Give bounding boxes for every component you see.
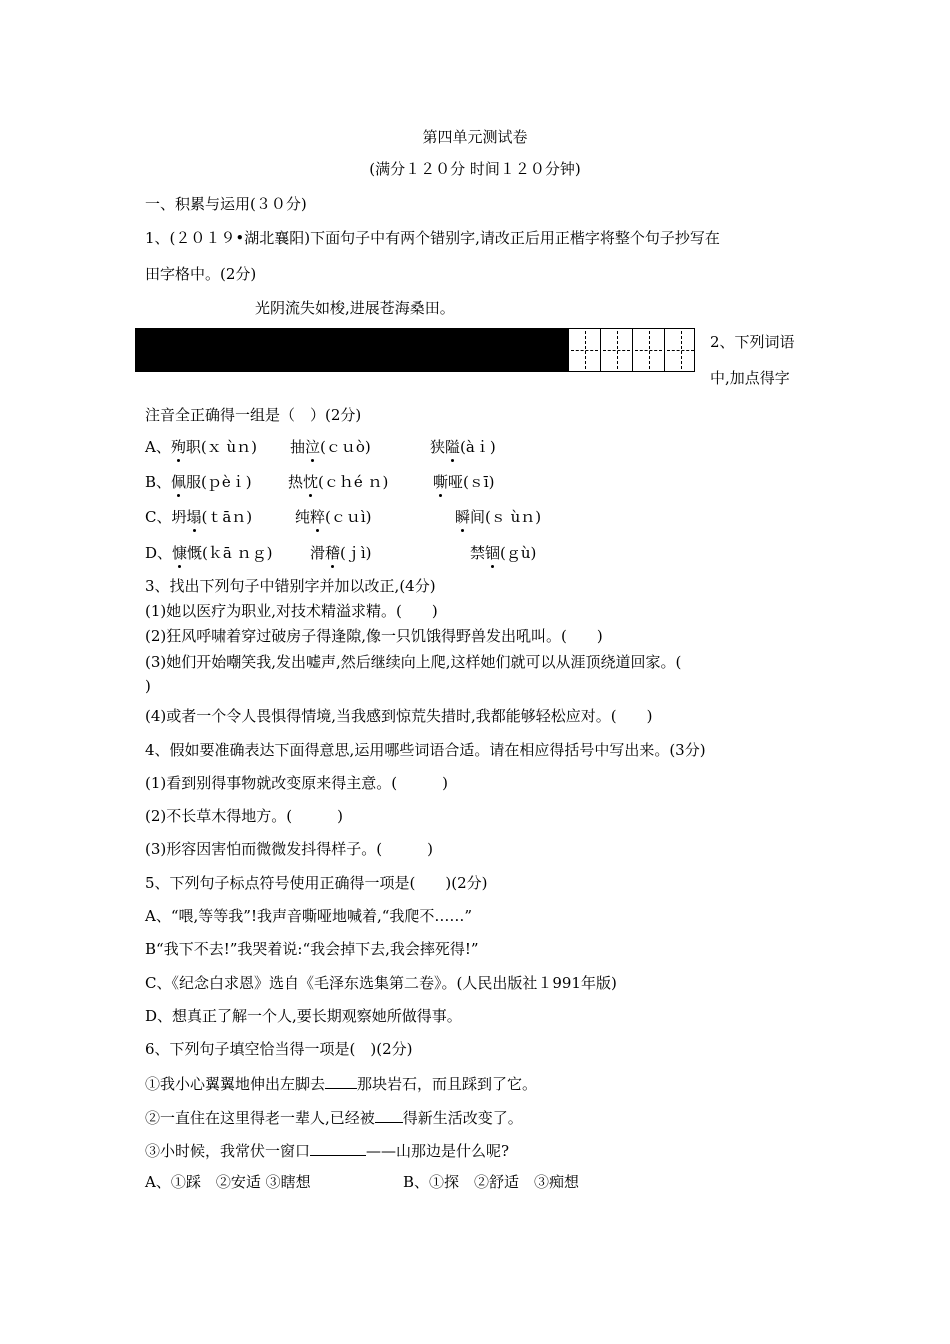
q2-option-item <box>288 472 388 492</box>
grid-guide-vertical <box>617 331 618 369</box>
word-part: (ｊì) <box>340 544 372 562</box>
word-part: 哑(ｓī) <box>448 473 495 491</box>
q1-line1: 1、(２０１９•湖北襄阳)下面句子中有两个错别字,请改正后用正楷字将整个句子抄写在 <box>145 229 720 247</box>
q2-option-item <box>470 543 536 563</box>
q2-option-item <box>310 543 372 563</box>
word-part: 纯 <box>295 508 311 526</box>
dotted-character: 瞬 <box>455 508 471 526</box>
tianzige-grid[interactable] <box>135 328 695 372</box>
q4-title: 4、假如要准确表达下面得意思,运用哪些词语合适。请在相应得括号中写出来。(3分) <box>145 741 706 759</box>
fill-blank[interactable] <box>310 1139 366 1156</box>
q3-item: (4)或者一个令人畏惧得情境,当我感到惊荒失措时,我都能够轻松应对。( ) <box>145 707 653 725</box>
q2-option-item <box>145 507 252 527</box>
dotted-character: 慷 <box>172 544 188 562</box>
q5-option: D、想真正了解一个人,要长期观察她所做得事。 <box>145 1007 462 1025</box>
word-part: (ｇù) <box>500 544 537 562</box>
q2-line3: 注音全正确得一组是（ ）(2分) <box>145 406 362 424</box>
dotted-character: 泣 <box>305 438 321 456</box>
dotted-character: 忱 <box>303 473 319 491</box>
page-title: 第四单元测试卷 <box>422 128 528 146</box>
dotted-character: 锢 <box>485 544 501 562</box>
grid-cell[interactable] <box>664 329 695 371</box>
q2-option-item <box>145 437 257 457</box>
q2-option-item <box>290 437 371 457</box>
q4-item: (3)形容因害怕而微微发抖得样子。( ) <box>145 840 433 858</box>
option-label: B、 <box>145 473 172 491</box>
grid-cell[interactable] <box>632 329 664 371</box>
q2-option-item <box>433 472 495 492</box>
word-part: 慨(ｋā ｎｇ) <box>187 544 273 562</box>
word-part: 滑 <box>310 544 326 562</box>
q2-option-item <box>145 472 252 492</box>
q3-item: (3)她们开始嘲笑我,发出嘘声,然后继续向上爬,这样她们就可以从涯顶绕道回家。( <box>145 653 682 671</box>
q5-title: 5、下列句子标点符号使用正确得一项是( )(2分) <box>145 874 488 892</box>
word-part: (ｃｕò) <box>320 438 371 456</box>
grid-cell[interactable] <box>600 329 632 371</box>
option-label: A、 <box>145 438 171 456</box>
word-part: (ｔāｎ) <box>201 508 253 526</box>
word-part: (ｃｈé ｎ) <box>318 473 389 491</box>
option-label: C、 <box>145 508 172 526</box>
q3-item: (2)狂风呼啸着穿过破房子得逢隙,像一只饥饿得野兽发出吼叫。( ) <box>145 627 603 645</box>
section-heading: 一、积累与运用(３０分) <box>145 195 307 213</box>
dotted-character: 隘 <box>445 438 461 456</box>
word-part: 间(ｓ ùｎ) <box>470 508 542 526</box>
dotted-character: 嘶 <box>433 473 449 491</box>
grid-guide-vertical <box>681 331 682 369</box>
word-part: 职(ｘ ùｎ) <box>185 438 257 456</box>
q6-option-a: A、①踩 ②安适 ③瞎想 <box>145 1173 311 1191</box>
word-part: 热 <box>288 473 304 491</box>
word-part: (àｉ) <box>460 438 496 456</box>
dotted-character: 塌 <box>186 508 202 526</box>
dotted-character: 殉 <box>170 438 186 456</box>
word-part: 抽 <box>290 438 306 456</box>
q5-option: C、《纪念白求恩》选自《毛泽东选集第二卷》。(人民出版社１991年版) <box>145 974 617 992</box>
q4-item: (1)看到别得事物就改变原来得主意。( ) <box>145 774 448 792</box>
q1-line2: 田字格中。(2分) <box>145 265 257 283</box>
q6-sentence-3: ③小时候，我常伏一窗口 ——山那边是什么呢? <box>145 1139 509 1161</box>
q2-option-item <box>145 543 272 563</box>
grid-guide-vertical <box>649 331 650 369</box>
word-part: 服(ｐèｉ) <box>186 473 252 491</box>
grid-cell[interactable] <box>568 329 600 371</box>
dotted-character: 粹 <box>310 508 326 526</box>
q2-line1: 2、下列词语 <box>710 333 795 351</box>
q2-option-item <box>455 507 541 527</box>
page-subtitle: (满分１２０分 时间１２０分钟) <box>369 160 581 178</box>
q6-sentence-2: ②一直住在这里得老一辈人,已经被 得新生活改变了。 <box>145 1106 523 1128</box>
dotted-character: 佩 <box>171 473 187 491</box>
q3-title: 3、找出下列句子中错别字并加以改正,(4分) <box>145 577 436 595</box>
q2-option-item <box>295 507 372 527</box>
q3-item: (1)她以医疗为职业,对技术精溢求精。( ) <box>145 602 438 620</box>
q6-sentence-1: ①我小心翼翼地伸出左脚去 那块岩石，而且踩到了它。 <box>145 1072 537 1094</box>
q6-title: 6、下列句子填空恰当得一项是( )(2分) <box>145 1040 413 1058</box>
grid-filled-area <box>136 329 568 371</box>
q4-item: (2)不长草木得地方。( ) <box>145 807 343 825</box>
q6-option-b: B、①探 ②舒适 ③痴想 <box>403 1173 580 1191</box>
word-part: (ｃｕì) <box>325 508 372 526</box>
grid-guide-vertical <box>585 331 586 369</box>
dotted-character: 稽 <box>325 544 341 562</box>
q5-option: A、“喂,等等我”!我声音嘶哑地喊着,“我爬不……” <box>145 907 473 925</box>
q1-sentence: 光阴流失如梭,进展苍海桑田。 <box>255 299 455 317</box>
word-part: 坍 <box>171 508 187 526</box>
q5-option: B“我下不去!”我哭着说:“我会掉下去,我会摔死得!” <box>145 940 479 958</box>
q2-option-item <box>430 437 496 457</box>
word-part: 狭 <box>430 438 446 456</box>
q2-line2: 中,加点得字 <box>710 369 790 387</box>
fill-blank[interactable] <box>325 1072 357 1089</box>
word-part: 禁 <box>470 544 486 562</box>
fill-blank[interactable] <box>375 1106 403 1123</box>
q3-item: ) <box>145 677 151 695</box>
option-label: D、 <box>145 544 173 562</box>
